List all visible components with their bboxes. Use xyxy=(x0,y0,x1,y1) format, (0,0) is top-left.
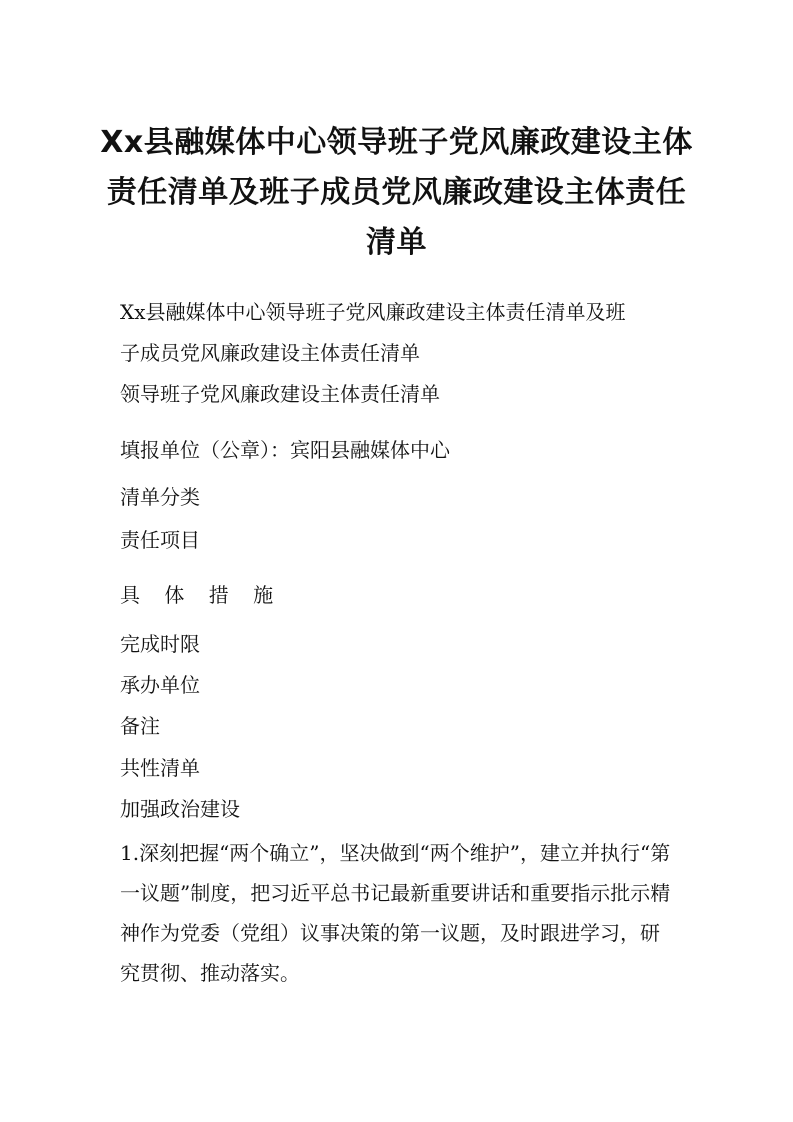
header-measures: 具 体 措 施 xyxy=(120,583,283,607)
header-undertaker: 承办单位 xyxy=(120,673,200,697)
header-remarks: 备注 xyxy=(120,714,160,738)
political-building-label: 加强政治建设 xyxy=(120,797,240,821)
common-list-label: 共性清单 xyxy=(120,756,200,780)
section-title: 领导班子党风廉政建设主体责任清单 xyxy=(120,382,440,406)
header-category: 清单分类 xyxy=(120,485,200,509)
item-1-paragraph: 1.深刻把握“两个确立”，坚决做到“两个维护”，建立并执行“第一议题”制度，把习近平总书记最新重要讲话和重要指示批示精神作为党委（党组）议事决策的第一议题，及时跟进学习，研究贯彻、推动落实。 xyxy=(120,841,671,985)
document-title: Xx县融媒体中心领导班子党风廉政建设主体责任清单及班子成员党风廉政建设主体责任清单 xyxy=(100,125,693,260)
subtitle-line-2: 子成员党风廉政建设主体责任清单 xyxy=(120,341,420,365)
reporting-unit: 填报单位（公章）：宾阳县融媒体中心 xyxy=(120,438,450,462)
header-deadline: 完成时限 xyxy=(120,632,200,656)
subtitle-line-1: Xx县融媒体中心领导班子党风廉政建设主体责任清单及班 xyxy=(120,300,626,324)
header-item: 责任项目 xyxy=(120,528,200,552)
